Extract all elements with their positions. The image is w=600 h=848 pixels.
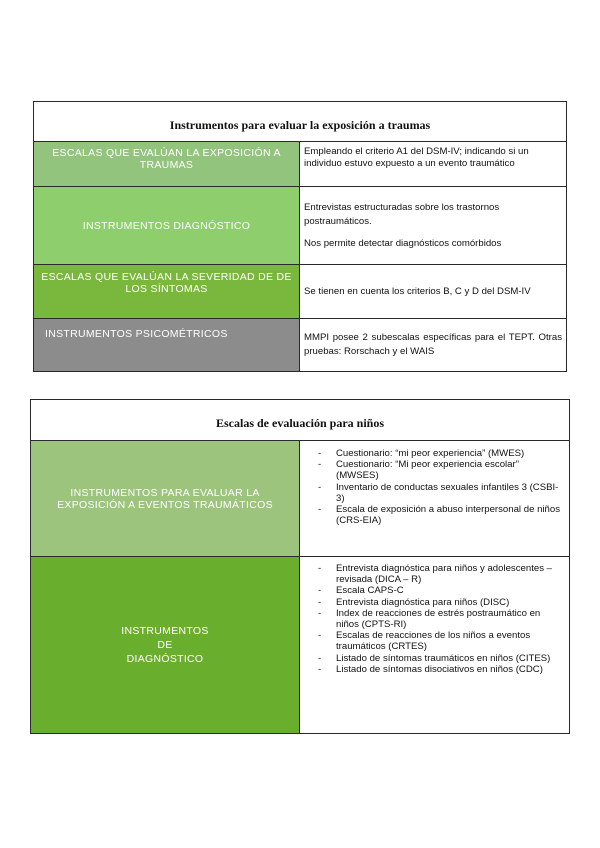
row-text: Nos permite detectar diagnósticos comórbidos [304, 237, 502, 249]
row-label: ESCALAS QUE EVALÚAN LA EXPOSICIÓN A TRAUMAS [34, 142, 300, 187]
list-item: - Escala CAPS-C [300, 585, 563, 596]
label-line: INSTRUMENTOS [121, 625, 209, 637]
list-item: - Index de reacciones de estrés postraumático en niños (CPTS-RI) [300, 608, 563, 630]
row-label [31, 557, 300, 734]
list-item: - Entrevista diagnóstica para niños y adolescentes – revisada (DICA – R) [300, 563, 563, 585]
row-label: INSTRUMENTOS DIAGNÓSTICO [34, 187, 300, 265]
table-title: Instrumentos para evaluar la exposición a traumas [34, 102, 567, 142]
row-description [300, 187, 567, 265]
list-item: - Listado de síntomas disociativos en niños (CDC) [300, 664, 563, 675]
row-label: ESCALAS QUE EVALÚAN LA SEVERIDAD DE DE LOS SÍNTOMAS [34, 265, 300, 319]
list-item: - Inventario de conductas sexuales infantiles 3 (CSBI-3) [300, 482, 563, 504]
instrument-list [300, 563, 569, 675]
trauma-exposure-table [33, 101, 567, 372]
row-description [300, 319, 567, 372]
row-text: Empleando el criterio A1 del DSM-IV; indicando si un individuo estuvo expuesto a un evento traumático [304, 146, 529, 169]
row-description [300, 441, 570, 557]
row-text: Entrevistas estructuradas sobre los trastornos postraumáticos. [304, 201, 500, 227]
row-description [300, 557, 570, 734]
label-line: DIAGNÓSTICO [126, 653, 204, 665]
children-scales-table [30, 399, 570, 734]
row-description [300, 265, 567, 319]
row-text: Se tienen en cuenta los criterios B, C y D del DSM-IV [304, 285, 531, 297]
row-description [300, 142, 567, 187]
list-item: - Listado de síntomas traumáticos en niños (CITES) [300, 653, 563, 664]
row-text: MMPI posee 2 subescalas específicas para el TEPT. Otras pruebas: Rorschach y el WAIS [304, 332, 563, 357]
list-item: - Cuestionario: “Mi peor experiencia escolar” (MWSES) [300, 459, 563, 481]
table-title: Escalas de evaluación para niños [31, 400, 570, 441]
list-item: - Cuestionario: “mi peor experiencia” (MWES) [300, 448, 563, 459]
instrument-list [300, 448, 569, 526]
list-item: - Escala de exposición a abuso interpersonal de niños (CRS-EIA) [300, 504, 563, 526]
row-label: INSTRUMENTOS PSICOMÉTRICOS [34, 319, 300, 372]
label-line: DE [157, 639, 173, 651]
list-item: - Escalas de reacciones de los niños a eventos traumáticos (CRTES) [300, 630, 563, 652]
row-label: INSTRUMENTOS PARA EVALUAR LA EXPOSICIÓN A EVENTOS TRAUMÁTICOS [31, 441, 300, 557]
list-item: - Entrevista diagnóstica para niños (DISC) [300, 597, 563, 608]
